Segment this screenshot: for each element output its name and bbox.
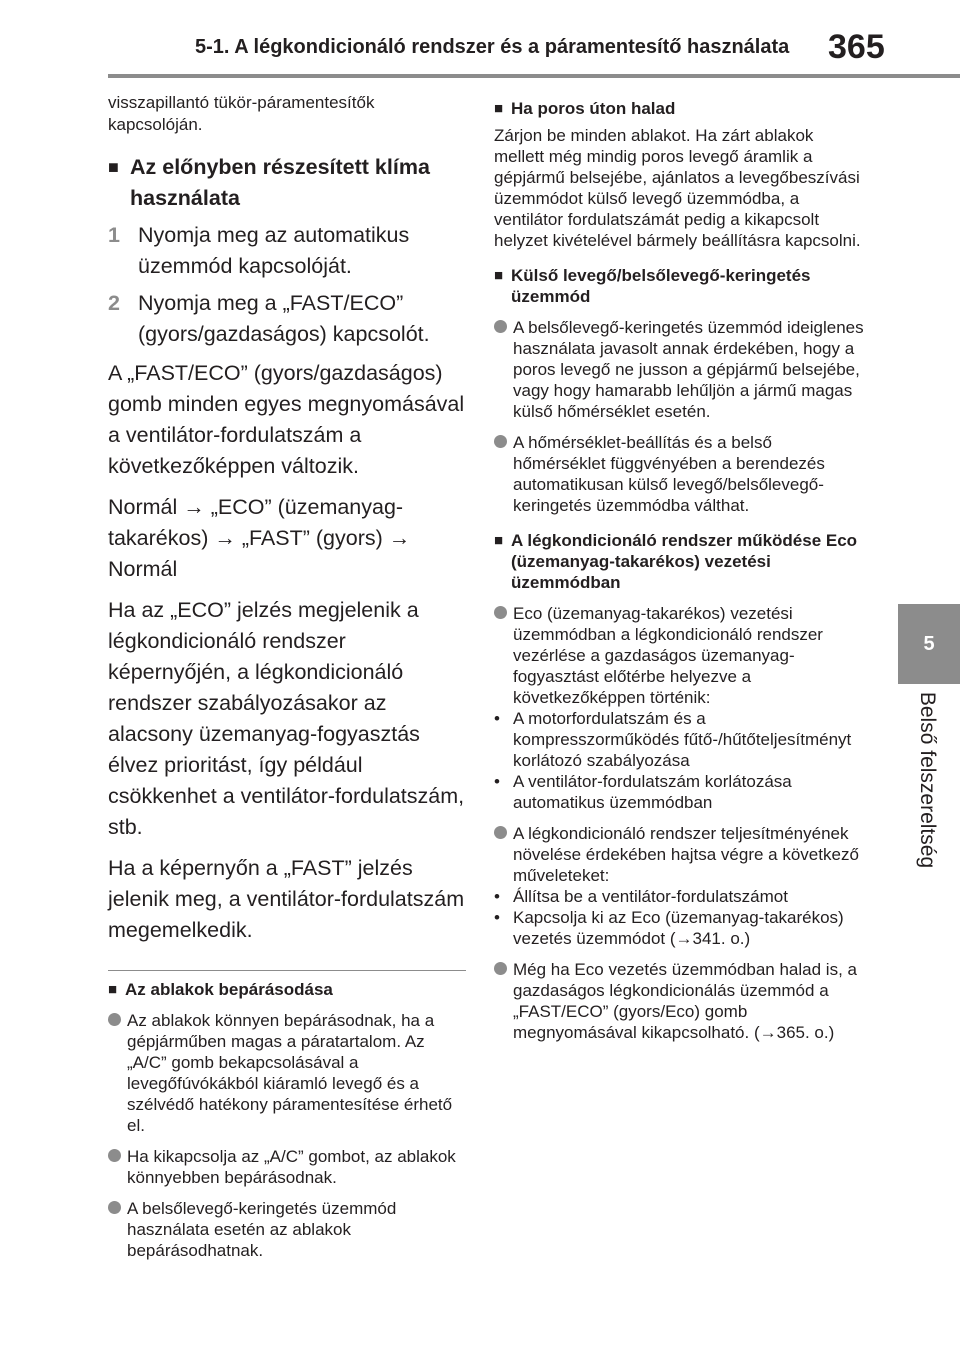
list-item bbox=[494, 432, 864, 516]
list-item-text: Eco (üzemanyag-takarékos) vezetési üzemmódban a légkondicionáló rendszer vezérlése a gazdaságos üzemanyag-fogyasztást előtérbe helyezve a következőképpen történik: bbox=[513, 604, 823, 707]
step-text: Nyomja meg a „FAST/ECO” (gyors/gazdaságos) kapcsolót. bbox=[138, 291, 430, 346]
body-paragraph: A „FAST/ECO” (gyors/gazdaságos) gomb minden egyes megnyomásával a ventilátor-fordulatszám a következőképpen változik. bbox=[108, 361, 465, 478]
step-item bbox=[108, 288, 468, 350]
circle-bullet-icon bbox=[494, 823, 513, 886]
sub-bullet-mark: • bbox=[494, 908, 500, 927]
sub-list-item bbox=[494, 886, 864, 907]
note-heading bbox=[108, 979, 468, 1000]
list-item bbox=[108, 1010, 468, 1136]
chapter-side-label: Belső felszereltség bbox=[916, 691, 939, 869]
note-heading-text: Külső levegő/belsőlevegő-keringetés üzemmód bbox=[511, 266, 811, 306]
square-bullet-icon: ■ bbox=[494, 532, 504, 549]
list-item bbox=[494, 823, 864, 886]
list-item-text: A belsőlevegő-keringetés üzemmód használata esetén az ablakok bepárásodhatnak. bbox=[127, 1199, 397, 1260]
circle-bullet-icon bbox=[108, 1146, 127, 1188]
body-paragraph: Ha az „ECO” jelzés megjelenik a légkondicionáló rendszer képernyőjén, a légkondicionáló rendszer szabályozásakor az alacsony üzemanyag-fogyasztás élvez prioritást, így például csökkenhet a ventilátor-fordulatszám, stb. bbox=[108, 598, 465, 839]
chapter-tab bbox=[898, 604, 960, 684]
sub-bullet-mark: • bbox=[494, 887, 500, 906]
body-paragraph: Ha a képernyőn a „FAST” jelzés jelenik meg, a ventilátor-fordulatszám megemelkedik. bbox=[108, 856, 465, 942]
note-heading-text: A légkondicionáló rendszer működése Eco (üzemanyag-takarékos) vezetési üzemmódban bbox=[511, 531, 858, 592]
list-item bbox=[494, 959, 864, 1043]
sub-list-item bbox=[494, 708, 864, 771]
list-item-text: A belsőlevegő-keringetés üzemmód ideiglenes használata javasolt annak érdekében, hogy a poros levegő ne jusson a gépjármű belsejébe, vagy hogy hamarabb lehűljön a jármű magas külső hőmérséklet esetén. bbox=[513, 318, 864, 421]
list-item bbox=[494, 603, 864, 708]
note-heading bbox=[494, 98, 864, 119]
section-heading-text: Az előnyben részesített klíma használata bbox=[130, 155, 430, 210]
page-header bbox=[0, 0, 960, 80]
list-item-text: Ha kikapcsolja az „A/C” gombot, az ablakok könnyebben bepárásodnak. bbox=[127, 1147, 456, 1187]
note-heading-text: Az ablakok bepárásodása bbox=[125, 980, 333, 999]
step-number: 2 bbox=[108, 291, 120, 315]
square-bullet-icon: ■ bbox=[494, 267, 504, 284]
circle-bullet-icon bbox=[494, 317, 513, 422]
note-heading-text: Ha poros úton halad bbox=[511, 99, 676, 118]
sub-list-item-text: A ventilátor-fordulatszám korlátozása automatikus üzemmódban bbox=[513, 772, 792, 812]
intro-text: visszapillantó tükör-páramentesítők kapcsolóján. bbox=[108, 93, 375, 134]
right-column bbox=[494, 90, 864, 1043]
square-bullet-icon: ■ bbox=[108, 981, 118, 998]
sub-list-item bbox=[494, 771, 864, 813]
circle-bullet-icon bbox=[108, 1010, 127, 1136]
section-divider bbox=[108, 970, 466, 971]
list-item-text: Az ablakok könnyen bepárásodnak, ha a gépjárműben magas a páratartalom. Az „A/C” gomb bekapcsolásával a levegőfúvókákból kiáramló levegő és a szélvédő hatékony páramentesítése érhető el. bbox=[127, 1011, 453, 1135]
list-item-text: A légkondicionáló rendszer teljesítményének növelése érdekében hajtsa végre a következő műveleteket: bbox=[513, 824, 859, 885]
note-heading bbox=[494, 530, 864, 593]
section-heading bbox=[108, 152, 468, 214]
list-item bbox=[108, 1146, 468, 1188]
chapter-tab-number: 5 bbox=[923, 632, 935, 655]
body-paragraph: Normál → „ECO” (üzemanyag-takarékos) → „FAST” (gyors) → Normál bbox=[108, 495, 411, 581]
step-number: 1 bbox=[108, 223, 120, 247]
sub-list-item-text: A motorfordulatszám és a kompresszorműködés fűtő-/hűtőteljesítményt korlátozó szabályozása bbox=[513, 709, 852, 770]
circle-bullet-icon bbox=[494, 959, 513, 1043]
list-item bbox=[108, 1198, 468, 1261]
left-column bbox=[108, 90, 468, 1261]
list-item-text: Még ha Eco vezetés üzemmódban halad is, a gazdaságos légkondicionálás üzemmód a „FAST/ECO” (gyors/Eco) gomb megnyomásával kikapcsolható. (→365. o.) bbox=[513, 960, 857, 1042]
square-bullet-icon: ■ bbox=[108, 157, 119, 177]
list-item bbox=[494, 317, 864, 422]
square-bullet-icon: ■ bbox=[494, 100, 504, 117]
sub-bullet-mark: • bbox=[494, 709, 500, 728]
circle-bullet-icon bbox=[494, 603, 513, 708]
header-rule bbox=[108, 74, 960, 78]
page-number: 365 bbox=[828, 28, 885, 66]
circle-bullet-icon bbox=[108, 1198, 127, 1261]
circle-bullet-icon bbox=[494, 432, 513, 516]
note-text: Zárjon be minden ablakot. Ha zárt ablakok mellett még mindig poros levegő áramlik a gépjármű belsejébe, ajánlatos a levegőbeszívási üzemmódot külső levegő üzemmódba, a ventilátor fordulatszámát pedig a kikapcsolt helyzet kivételével bármely beállításra kapcsolni. bbox=[494, 126, 861, 250]
sub-list-item-text: Állítsa be a ventilátor-fordulatszámot bbox=[513, 887, 788, 906]
header-title: 5-1. A légkondicionáló rendszer és a páramentesítő használata bbox=[195, 36, 790, 58]
step-item bbox=[108, 220, 468, 282]
note-heading bbox=[494, 265, 864, 307]
sub-list-item-text: Kapcsolja ki az Eco (üzemanyag-takarékos) vezetés üzemmódot (→341. o.) bbox=[513, 908, 844, 948]
sub-bullet-mark: • bbox=[494, 772, 500, 791]
sub-list-item bbox=[494, 907, 864, 949]
step-text: Nyomja meg az automatikus üzemmód kapcsolóját. bbox=[138, 223, 410, 278]
list-item-text: A hőmérséklet-beállítás és a belső hőmérséklet függvényében a berendezés automatikusan külső levegő/belsőlevegő-keringetés üzemmódba válthat. bbox=[513, 433, 825, 515]
